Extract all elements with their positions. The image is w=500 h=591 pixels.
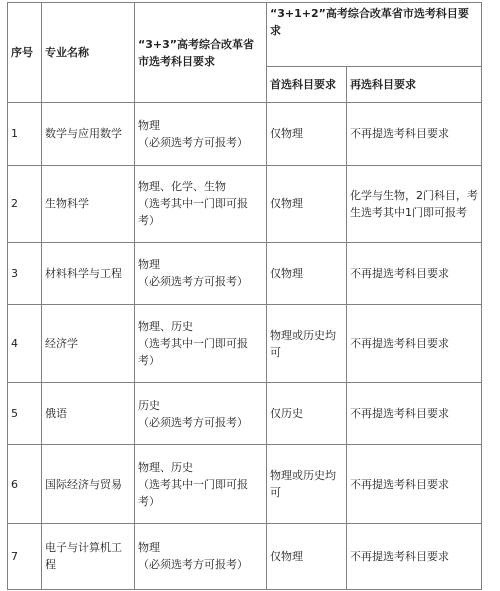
requirement-subjects: 物理 (138, 118, 160, 132)
table-row (8, 445, 482, 523)
row-second-choice: 不再提选考科目要求 (347, 103, 482, 165)
requirement-note: （选考其中一门即可报考） (138, 477, 248, 508)
row-first-choice: 物理或历史均可 (267, 445, 347, 523)
requirement-note: （必须选考方可报考） (138, 135, 248, 149)
row-major: 材料科学与工程 (42, 242, 135, 304)
row-first-choice: 仅物理 (267, 242, 347, 304)
header-major: 专业名称 (42, 3, 135, 103)
row-second-choice: 不再提选考科目要求 (347, 242, 482, 304)
requirement-note: （必须选考方可报考） (138, 415, 248, 429)
row-first-choice: 物理或历史均可 (267, 304, 347, 382)
requirement-subjects: 物理、历史 (138, 460, 193, 474)
row-33-requirement (135, 103, 267, 165)
row-index: 5 (8, 383, 42, 445)
row-index: 3 (8, 242, 42, 304)
header-33-requirements: “3+3”高考综合改革省市选考科目要求 (135, 3, 267, 103)
requirement-note: （选考其中一门即可报考） (138, 337, 248, 368)
row-first-choice: 仅物理 (267, 165, 347, 242)
subject-requirements-table (7, 2, 482, 590)
requirement-note: （选考其中一门即可报考） (138, 197, 248, 228)
row-major: 数学与应用数学 (42, 103, 135, 165)
requirement-subjects: 物理、化学、生物 (138, 180, 226, 194)
row-major: 俄语 (42, 383, 135, 445)
row-first-choice: 仅物理 (267, 103, 347, 165)
table-row (8, 383, 482, 445)
requirement-subjects: 历史 (138, 398, 160, 412)
row-first-choice: 仅历史 (267, 383, 347, 445)
row-33-requirement (135, 165, 267, 242)
row-index: 6 (8, 445, 42, 523)
row-index: 2 (8, 165, 42, 242)
requirement-subjects: 物理 (138, 258, 160, 272)
row-33-requirement (135, 242, 267, 304)
header-first-choice: 首选科目要求 (267, 67, 347, 103)
row-major: 电子与计算机工程 (42, 523, 135, 589)
table-row (8, 165, 482, 242)
requirement-subjects: 物理 (138, 541, 160, 555)
header-index: 序号 (8, 3, 42, 103)
header-312-requirements: “3+1+2”高考综合改革省市选考科目要求 (267, 3, 482, 67)
row-major: 生物科学 (42, 165, 135, 242)
requirement-subjects: 物理、历史 (138, 320, 193, 334)
row-33-requirement (135, 383, 267, 445)
row-33-requirement (135, 445, 267, 523)
row-second-choice: 不再提选考科目要求 (347, 383, 482, 445)
row-major: 国际经济与贸易 (42, 445, 135, 523)
row-second-choice: 不再提选考科目要求 (347, 445, 482, 523)
row-index: 1 (8, 103, 42, 165)
row-second-choice: 化学与生物，2门科目，考生选考其中1门即可报考 (347, 165, 482, 242)
table-row (8, 304, 482, 382)
row-index: 7 (8, 523, 42, 589)
table-row (8, 242, 482, 304)
table-row (8, 103, 482, 165)
row-33-requirement (135, 304, 267, 382)
header-row-1 (8, 3, 482, 67)
row-33-requirement (135, 523, 267, 589)
requirement-note: （必须选考方可报考） (138, 275, 248, 289)
row-first-choice: 仅物理 (267, 523, 347, 589)
row-second-choice: 不再提选考科目要求 (347, 523, 482, 589)
row-index: 4 (8, 304, 42, 382)
header-second-choice: 再选科目要求 (347, 67, 482, 103)
requirement-note: （必须选考方可报考） (138, 558, 248, 572)
table-row (8, 523, 482, 589)
row-second-choice: 不再提选考科目要求 (347, 304, 482, 382)
row-major: 经济学 (42, 304, 135, 382)
